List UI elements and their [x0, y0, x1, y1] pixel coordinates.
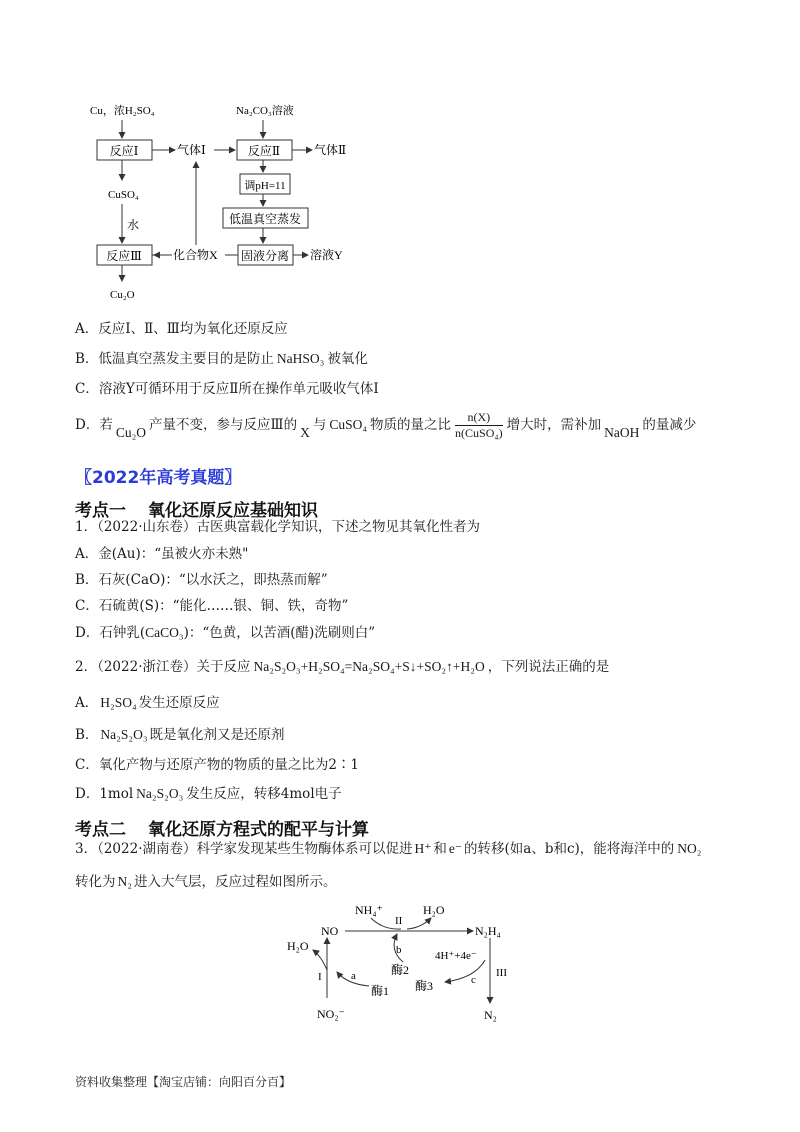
q3-stem-pre: 3．（2022·湖南卷）科学家发现某些生物酶体系可以促进 — [75, 841, 413, 857]
gas-1-label: 气体Ⅰ — [177, 143, 206, 157]
solution-y-label: 溶液Y — [310, 248, 343, 262]
ratio-fraction — [455, 410, 503, 441]
q3-stem-line1 — [75, 840, 702, 858]
q2-option-c: C．氧化产物与还原产物的物质的量之比为2∶1 — [75, 757, 360, 773]
q2-option-d — [75, 785, 342, 803]
option-a: A．反应Ⅰ、Ⅱ、Ⅲ均为氧化还原反应 — [75, 321, 288, 337]
option-d-cuso4: CuSO₄ — [329, 417, 368, 432]
heading-2022: 〖2022年高考真题〗 — [75, 468, 242, 488]
water-label: 水 — [127, 218, 140, 232]
cycle-h2o-left: H₂O — [287, 939, 309, 953]
q3-e-minus: e⁻ — [448, 841, 462, 856]
section-1-label: 考点一 — [75, 501, 126, 521]
q2-option-a-post: 发生还原反应 — [138, 695, 220, 711]
q1-option-d-post: )：“色黄，以苦酒(醋)洗刷则白” — [183, 625, 376, 641]
option-d-cu2o: Cu₂O — [115, 425, 147, 440]
option-d-x: X — [300, 425, 310, 440]
q2-option-b — [75, 726, 285, 744]
option-d-post: 的量减少 — [642, 417, 697, 433]
cycle-label-a: a — [351, 970, 356, 982]
cycle-nh4: NH₄⁺ — [355, 903, 383, 917]
q1-option-d — [75, 624, 375, 642]
q3-no2: NO₂ — [677, 841, 702, 856]
q1-stem: 1．（2022·山东卷）古医典富载化学知识，下述之物见其氧化性者为 — [75, 519, 480, 535]
ratio-numerator: n(X) — [455, 410, 503, 426]
option-b — [75, 350, 368, 368]
section-2-title — [75, 815, 369, 840]
option-d-mid4: 增大时，需补加 — [506, 417, 602, 433]
enzyme-cycle-diagram — [285, 898, 520, 1026]
process-flow-diagram — [80, 95, 380, 310]
ratio-denominator: n(CuSO₄) — [455, 426, 503, 440]
q2-option-d-chem: Na₂S₂O₃ — [136, 786, 184, 801]
q2-option-b-chem: Na₂S₂O₃ — [100, 727, 148, 742]
option-d-pre: D．若 — [75, 417, 113, 433]
q3-h-plus: H⁺ — [414, 841, 432, 856]
page-footer: 资料收集整理【淘宝店铺：向阳百分百】 — [75, 1075, 292, 1089]
cycle-no: NO — [321, 924, 339, 938]
option-b-chem: NaHSO₃ — [276, 351, 325, 366]
q1-option-c: C．石硫黄(S)：“能化……银、铜、铁，奇物” — [75, 598, 349, 614]
q1-option-b: B．石灰(CaO)：“以水沃之，即热蒸而解” — [75, 572, 328, 588]
q2-stem — [75, 658, 609, 676]
option-b-pre: B．低温真空蒸发主要目的是防止 — [75, 351, 274, 367]
box-reaction-1-label: 反应Ⅰ — [109, 144, 139, 158]
cycle-enzyme1: 酶1 — [371, 984, 390, 998]
reactant-na2co3: Na₂CO₃溶液 — [236, 105, 294, 117]
compound-x-label: 化合物X — [173, 248, 218, 262]
option-b-post: 被氧化 — [327, 351, 368, 367]
q3-n2: N₂ — [117, 874, 132, 889]
q2-option-a — [75, 694, 220, 712]
cuso4-label: CuSO₄ — [108, 189, 139, 201]
q3-stem-mid: 的转移(如a、b和c)，能将海洋中的 — [464, 841, 675, 857]
cycle-protons: 4H⁺+4e⁻ — [435, 950, 477, 962]
cycle-label-b: b — [396, 944, 402, 956]
cycle-roman-ii: II — [395, 915, 403, 927]
q2-stem-pre: 2．（2022·浙江卷）关于反应 — [75, 659, 251, 675]
q2-option-b-label: B． — [75, 727, 99, 743]
option-d — [75, 408, 696, 442]
cycle-h2o-top: H₂O — [423, 903, 445, 917]
q2-stem-post: ，下列说法正确的是 — [487, 659, 610, 675]
section-1-name: 氧化还原反应基础知识 — [148, 501, 318, 521]
q3-and: 和 — [433, 841, 447, 857]
q1-option-a: A．金(Au)：“虽被火亦未熟" — [75, 546, 249, 562]
q3-line2-pre: 转化为 — [75, 874, 116, 890]
option-c: C．溶液Y可循环用于反应Ⅱ所在操作单元吸收气体Ⅰ — [75, 381, 379, 397]
q2-option-a-chem: H₂SO₄ — [100, 695, 137, 710]
q3-stem-line2 — [75, 873, 336, 891]
cycle-enzyme3: 酶3 — [415, 979, 434, 993]
q2-option-b-post: 既是氧化剂又是还原剂 — [149, 727, 285, 743]
box-reaction-3-label: 反应Ⅲ — [106, 249, 142, 263]
q2-option-a-label: A． — [75, 695, 99, 711]
cycle-n2-bottom: N₂ — [484, 1008, 497, 1022]
cycle-n2h4: N₂H₄ — [475, 924, 501, 938]
box-separation-label: 固液分离 — [240, 249, 290, 263]
section-2-name: 氧化还原方程式的配平与计算 — [148, 820, 369, 840]
q3-line2-post: 进入大气层，反应过程如图所示。 — [133, 874, 337, 890]
cycle-label-c: c — [471, 974, 476, 986]
option-d-naoh: NaOH — [604, 425, 640, 440]
box-evaporation-label: 低温真空蒸发 — [228, 212, 302, 226]
option-d-mid2: 与 — [312, 417, 327, 433]
option-d-mid3: 物质的量之比 — [370, 417, 452, 433]
reactant-cu-h2so4: Cu，浓H₂SO₄ — [90, 105, 155, 117]
q2-option-d-pre: D．1mol — [75, 786, 134, 802]
cycle-roman-iii: III — [496, 967, 507, 979]
box-adjust-ph-label: 调pH=11 — [244, 180, 286, 192]
box-reaction-2-label: 反应Ⅱ — [247, 144, 281, 158]
section-2-label: 考点二 — [75, 820, 126, 840]
q1-option-d-chem: CaCO₃ — [145, 625, 184, 640]
q1-option-d-pre: D．石钟乳( — [75, 625, 146, 641]
q2-equation: Na₂S₂O₃+H₂SO₄=Na₂SO₄+S↓+SO₂↑+H₂O — [253, 659, 485, 674]
q2-option-d-post: 发生反应，转移4mol电子 — [186, 786, 342, 802]
option-d-mid1: 产量不变，参与反应Ⅲ的 — [149, 417, 298, 433]
cycle-roman-i: I — [318, 971, 322, 983]
cycle-no2-minus: NO₂⁻ — [317, 1007, 345, 1021]
cycle-enzyme2: 酶2 — [391, 963, 410, 977]
gas-2-label: 气体Ⅱ — [314, 143, 347, 157]
cu2o-label: Cu₂O — [110, 289, 135, 301]
